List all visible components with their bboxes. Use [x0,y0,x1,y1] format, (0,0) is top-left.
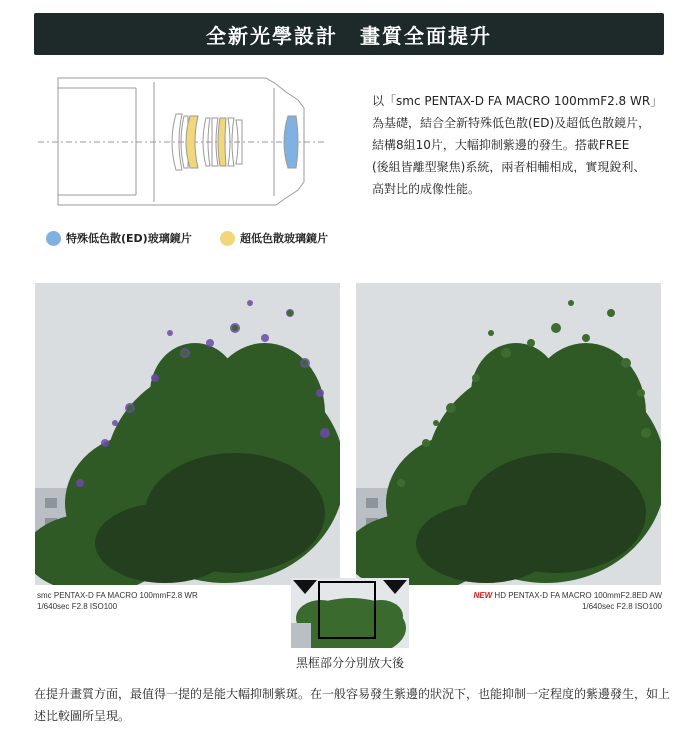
lens-cross-section-diagram [36,72,336,222]
ed-dot-icon [46,231,61,246]
right-lens-name: HD PENTAX-D FA MACRO 100mmF2.8ED AW [492,591,662,600]
zoom-inset [291,578,409,648]
legend-ed-label: 特殊低色散(ED)玻璃鏡片 [66,232,192,245]
right-exposure: 1/640sec F2.8 ISO100 [581,602,662,611]
title-banner [34,13,664,55]
footer-text: 在提升畫質方面，最值得一提的是能大幅抑制紫斑。在一般容易發生紫邊的狀況下，也能抑制一定程度的紫邊發生，如上述比較圖所呈現。 [34,687,671,723]
description-line: 以「smc PENTAX-D FA MACRO 100mmF2.8 WR」 [372,94,663,108]
sample-photo-new-lens [356,283,661,585]
legend-super-ed-label: 超低色散玻璃鏡片 [240,232,328,245]
legend-ed [46,230,192,246]
sample-photo-old-lens [35,283,340,585]
left-lens-name: smc PENTAX-D FA MACRO 100mmF2.8 WR [37,591,198,600]
super-ed-lens-2 [218,118,226,166]
description-line: (後組皆離型聚焦)系統，兩者相輔相成，實現銳利、 [372,160,646,174]
new-badge: NEW [473,591,493,600]
description-line: 結構8組10片，大幅抑制紫邊的發生。搭載FREE [372,138,630,152]
zoom-label: 黑框部分分別放大後 [295,656,404,670]
description-line: 為基礎，結合全新特殊低色散(ED)及超低色散鏡片， [372,116,651,130]
left-exposure: 1/640sec F2.8 ISO100 [37,602,118,611]
legend-super-ed [220,230,328,246]
lens-description [372,90,667,200]
left-photo-caption [37,590,198,612]
description-line: 高對比的成像性能。 [372,182,481,196]
right-photo-caption [430,590,662,612]
banner-title: 全新光學設計 畫質全面提升 [206,23,492,48]
super-ed-dot-icon [220,231,235,246]
ed-lens [284,116,298,168]
